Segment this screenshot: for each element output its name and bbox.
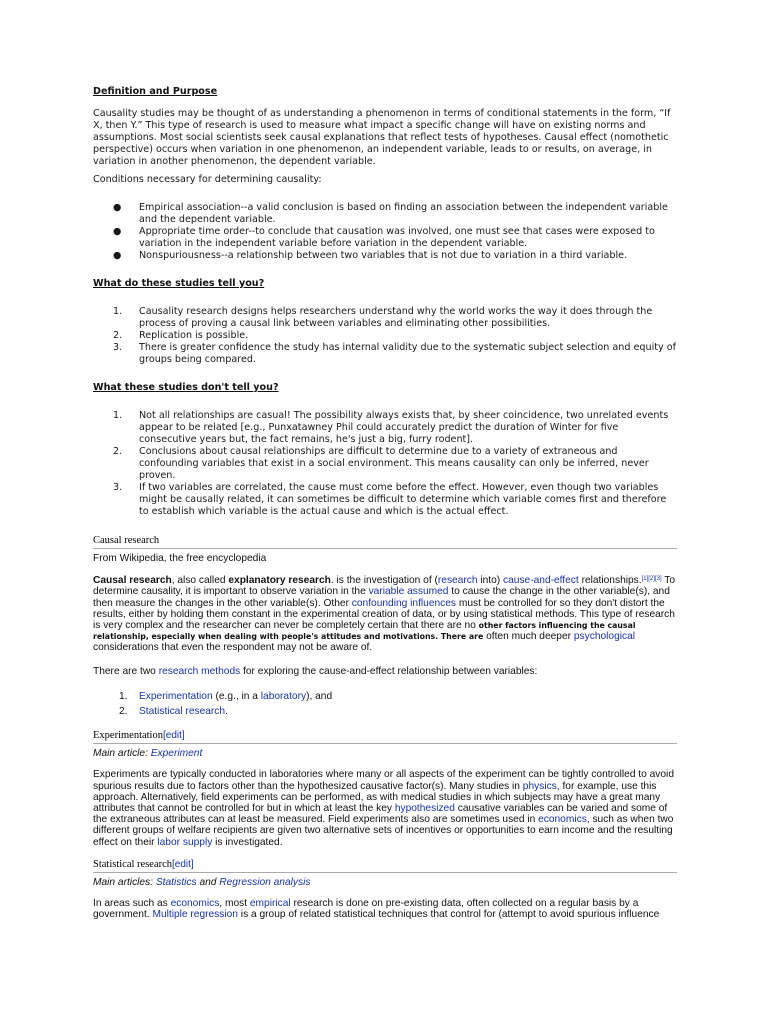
document-page — [93, 86, 677, 920]
list-item: 3. If two variables are correlated, the cause must come before the effect. However, even though two variables might be causally related, it can sometimes be difficult to determine which variable comes first and therefore to establish which variable is the actual cause and which is the actual effect. — [113, 482, 667, 517]
list-item: ● Empirical association--a valid conclusion is based on finding an association between the independent variable and the dependent variable. — [113, 202, 668, 225]
methods-list — [93, 691, 677, 717]
definition-paragraph: Causality studies may be thought of as understanding a phenomenon in terms of conditional statements in the form, “If X, then Y.” This type of research is used to measure what impact a specific change will have on existing norms and assumptions. Most social scientists seek causal explanations that reflect tests of hypotheses. Causal effect (nomothetic perspective) occurs when variation in one phenomenon, an independent variable, leads to or results, on average, in variation in another phenomenon, the dependent variable. — [93, 108, 671, 167]
tell-heading: What do these studies tell you? — [93, 278, 265, 289]
psychological-link[interactable]: psychological — [573, 631, 636, 643]
donttell-list — [93, 410, 677, 518]
definition-heading: Definition and Purpose — [93, 86, 218, 97]
list-item: 2. Conclusions about causal relationships are difficult to determine due to a variety of extraneous and confounding variables that exist in a social environment. This means causality can only be inferred, never proven. — [113, 446, 649, 481]
list-item: 1. Causality research designs helps researchers understand why the world works the way it does through the process of proving a causal link between variables and eliminating other possibilities. — [113, 306, 653, 329]
list-item: ● Appropriate time order--to conclude that causation was involved, one must see that cases were exposed to variation in the independent variable before variation in the dependent variable. — [113, 226, 655, 249]
experimentation-paragraph: Experiments are typically conducted in laboratories where many or all aspects of the experiment can be tightly controlled to avoid spurious results due to factors other than the hypothesized causative factor(s). Many studies in physics, for example, use this approach. Alternatively, field experiments can be performed, as with medical studies in which subjects may have a great many attributes that cannot be controlled for but in which at least the key hypothesized causative variables can be varied and some of the extraneous attributes can at least be measured. Field experiments also are sometimes used in economics, such as when two different groups of welfare recipients are given two alternative sets of incentives or opportunities to earn income and the resulting effect on their labor supply is investigated. — [93, 769, 674, 848]
bullet-icon: ● — [113, 226, 122, 237]
laboratory-link[interactable]: laboratory — [260, 690, 307, 702]
statistical-research-paragraph: In areas such as economics, most empirical research is done on pre-existing data, often collected on a regular basis by a government. Multiple regression is a group of related statistical techniques that control for (attempt to avoid spurious influence — [93, 898, 660, 921]
physics-link[interactable]: physics — [522, 780, 557, 792]
edit-link[interactable]: [edit] — [172, 858, 194, 870]
statistical-research-link[interactable]: Statistical research — [139, 706, 226, 718]
bullet-icon: ● — [113, 202, 122, 213]
experiment-link[interactable]: Experiment — [150, 748, 203, 760]
economics-link[interactable]: economics — [170, 898, 220, 910]
donttell-heading: What these studies don't tell you? — [93, 382, 279, 393]
list-item: 1. Not all relationships are casual! The possibility always exists that, by sheer coincidence, two unrelated events appear to be related [e.g., Punxatawney Phil could accurately predict the duration of Winter for five consecutive years but, the fact remains, he's just a big, furry rodent]. — [113, 410, 669, 445]
regression-analysis-link[interactable]: Regression analysis — [219, 876, 311, 888]
research-methods-link[interactable]: research methods — [158, 665, 241, 677]
statistics-link[interactable]: Statistics — [155, 876, 197, 888]
economics-link[interactable]: economics — [538, 814, 587, 826]
tell-list — [93, 306, 677, 366]
cause-and-effect-link[interactable]: cause-and-effect — [503, 575, 579, 587]
multiple-regression-link[interactable]: Multiple regression — [152, 909, 238, 921]
list-item: 3. There is greater confidence the study has internal validity due to the systematic subject selection and equity of groups being compared. — [113, 342, 676, 365]
list-item: 2. Replication is possible. — [113, 330, 249, 341]
edit-link[interactable]: [edit] — [162, 730, 185, 742]
conditions-list — [93, 202, 677, 262]
conditions-intro: Conditions necessary for determining causality: — [93, 174, 322, 185]
list-item: 1. Experimentation (e.g., in a laboratory), and — [119, 690, 333, 702]
wiki-intro-paragraph: Causal research, also called explanatory research. is the investigation of (research into) cause-and-effect relationships.[1][2][3] To determine causality, it is important to observe variation in the variable assumed to cause the change in the other variable(s), and then measure the changes in the other variable(s). Other confounding influences must be controlled for so they don't distort the results, either by holding them constant in the experimental creation of data, or by using statistical methods. This type of research is very complex and the researcher can never be completely certain that there are no other factors influencing the causal relationship, especially when dealing with people's attitudes and motivations. There are often much deeper psychological considerations that even the respondent may not be aware of. — [93, 575, 676, 654]
list-item: ● Nonspuriousness--a relationship between two variables that is not due to variation in a third variable. — [113, 250, 628, 261]
research-link[interactable]: research — [437, 575, 478, 587]
main-article-note: Main article: Experiment — [93, 748, 203, 760]
labor-supply-link[interactable]: labor supply — [157, 836, 213, 848]
research-methods-paragraph: There are two research methods for exploring the cause-and-effect relationship between variables: — [93, 665, 538, 677]
experimentation-link[interactable]: Experimentation — [139, 690, 213, 702]
bullet-icon: ● — [113, 250, 122, 261]
confounding-influences-link[interactable]: confounding influences — [351, 597, 457, 609]
reference-links[interactable]: [1][2][3] — [641, 576, 662, 583]
wiki-title: Causal research — [93, 534, 677, 549]
variable-link[interactable]: variable — [368, 586, 405, 598]
empirical-link[interactable]: empirical — [249, 898, 291, 910]
assumed-link[interactable]: assumed — [407, 586, 449, 598]
list-item: 2. Statistical research. — [119, 706, 228, 718]
main-articles-note: Main articles: Statistics and Regression analysis — [93, 876, 311, 888]
experimentation-heading: Experimentation[edit] — [93, 729, 677, 744]
statistical-research-heading: Statistical research[edit] — [93, 858, 677, 873]
wiki-source-line: From Wikipedia, the free encyclopedia — [93, 553, 267, 564]
hypothesized-link[interactable]: hypothesized — [394, 803, 455, 815]
